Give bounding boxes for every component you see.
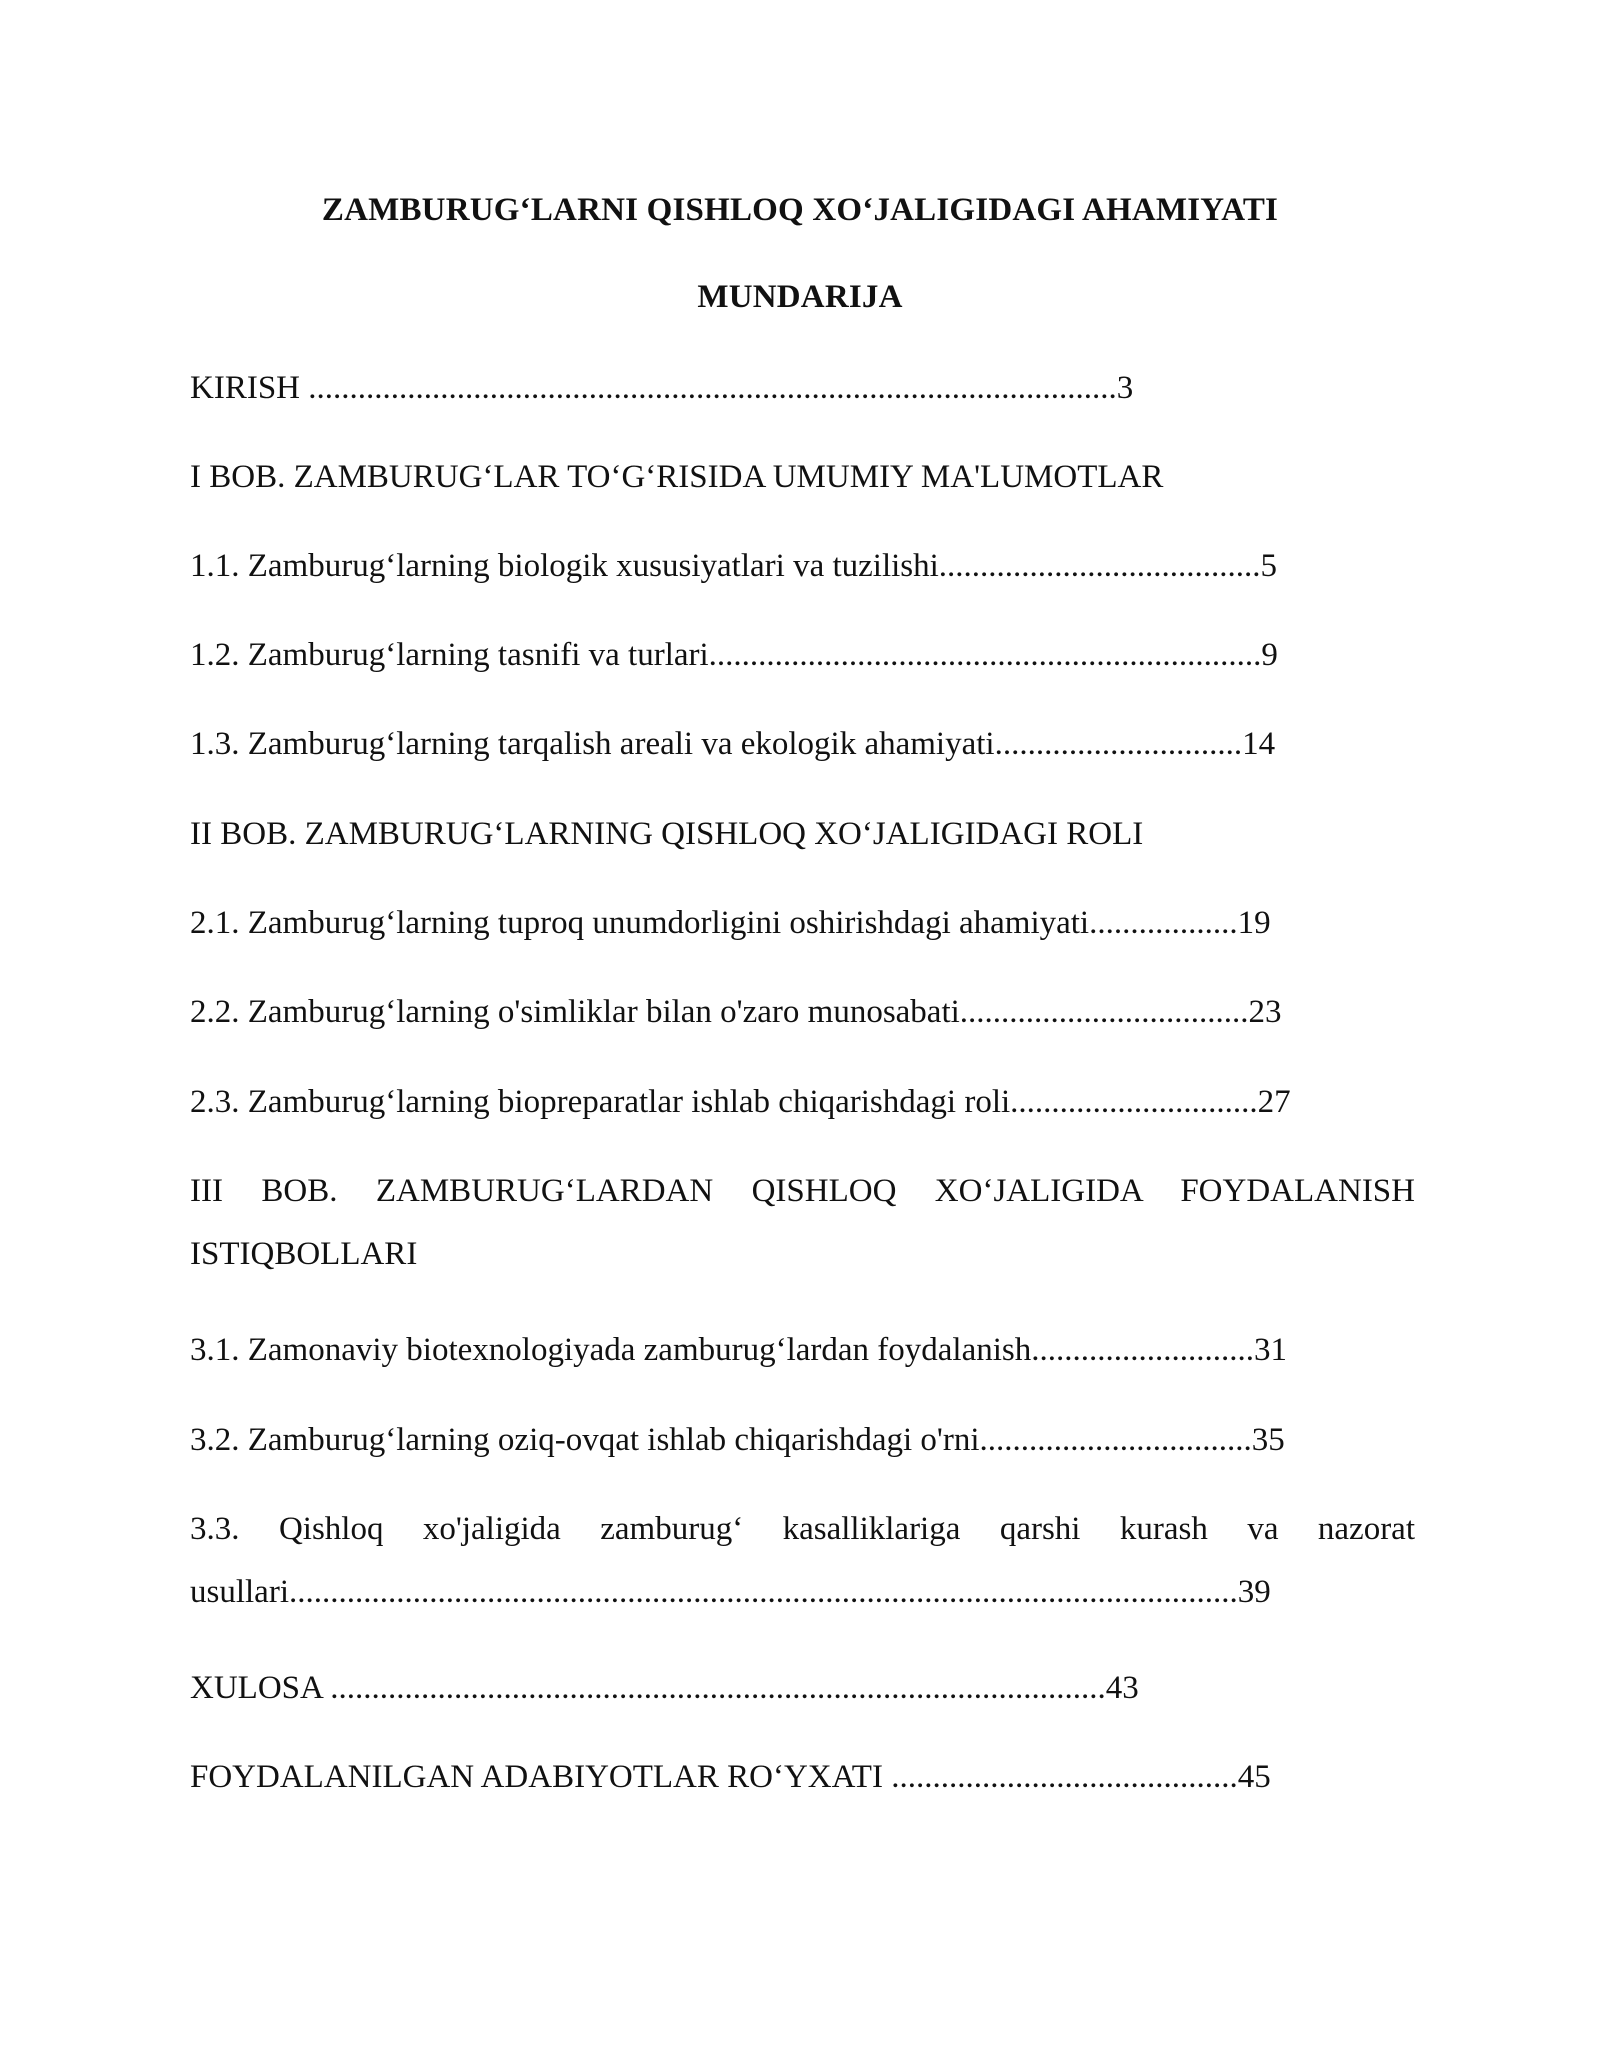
- toc-entry-3-2: 3.2. Zamburug‘larning oziq-ovqat ishlab chiqarishdagi o'rni.................................35: [190, 1422, 1285, 1458]
- toc-entry-1-1: 1.1. Zamburug‘larning biologik xususiyatlari va tuzilishi.......................................5: [190, 548, 1278, 584]
- toc-entry-2-3: 2.3. Zamburug‘larning biopreparatlar ishlab chiqarishdagi roli..............................27: [190, 1084, 1291, 1120]
- toc-heading: MUNDARIJA: [697, 279, 903, 315]
- toc-entry-xulosa: XULOSA ..............................................................................................43: [190, 1670, 1139, 1706]
- toc-entry-1-2: 1.2. Zamburug‘larning tasnifi va turlari...................................................................9: [190, 637, 1278, 673]
- toc-entry-kirish: KIRISH ..................................................................................................3: [190, 370, 1134, 406]
- toc-entry-2-2: 2.2. Zamburug‘larning o'simliklar bilan o'zaro munosabati...................................23: [190, 994, 1282, 1030]
- toc-entry-3-1: 3.1. Zamonaviy biotexnologiyada zamburug‘lardan foydalanish...........................31: [190, 1332, 1288, 1368]
- toc-entry-references: FOYDALANILGAN ADABIYOTLAR RO‘YXATI ..........................................45: [190, 1759, 1271, 1795]
- toc-entry-chapter-2: II BOB. ZAMBURUG‘LARNING QISHLOQ XO‘JALIGIDAGI ROLI: [190, 816, 1144, 852]
- toc-entry-chapter-1: I BOB. ZAMBURUG‘LAR TO‘G‘RISIDA UMUMIY MA'LUMOTLAR: [190, 459, 1164, 495]
- toc-entry-2-1: 2.1. Zamburug‘larning tuproq unumdorligini oshirishdagi ahamiyati..................19: [190, 905, 1271, 941]
- toc-entry-1-3: 1.3. Zamburug‘larning tarqalish areali va ekologik ahamiyati..............................14: [190, 726, 1276, 762]
- toc-entry-3-3: 3.3. Qishloq xo'jaligida zamburug‘ kasalliklariga qarshi kurash va nazorat usullari...................................................................................................................39: [190, 1511, 1415, 1610]
- toc-entry-chapter-3: III BOB. ZAMBURUG‘LARDAN QISHLOQ XO‘JALIGIDA FOYDALANISH ISTIQBOLLARI: [190, 1173, 1415, 1272]
- document-title: ZAMBURUG‘LARNI QISHLOQ XO‘JALIGIDAGI AHAMIYATI: [321, 192, 1279, 228]
